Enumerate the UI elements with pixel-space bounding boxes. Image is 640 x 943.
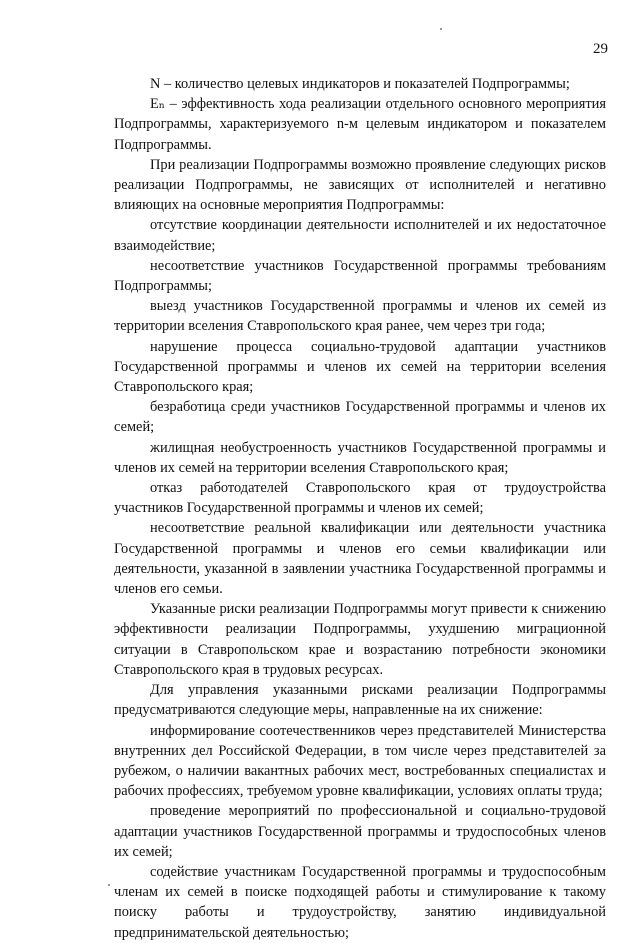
list-item-risk: отсутствие координации деятельности исполнителей и их недостаточное взаимодействие; [114, 217, 606, 254]
list-item-measure: содействие участникам Государственной программы и трудоспособным членам их семей в поиске подходящей работы и стимулирование к такому поиску работы и трудоустройству, занятию индивидуальной предпринимательской деятельностью; [114, 863, 606, 941]
scan-speck [440, 28, 442, 30]
list-item-risk: отказ работодателей Ставропольского края от трудоустройства участников Государственной программы и членов их семей; [114, 480, 606, 517]
paragraph-risk-consequences: Указанные риски реализации Подпрограммы могут привести к снижению эффективности реализации Подпрограммы, ухудшению миграционной ситуации в Ставропольском крае и возрастанию потребности экономики Ставропольского края в трудовых ресурсах. [114, 601, 606, 678]
list-item-risk: нарушение процесса социально-трудовой адаптации участников Государственной программы и членов их семей на территории вселения Ставропольского края; [114, 338, 606, 396]
document-body [114, 74, 606, 943]
list-item-risk: жилищная необустроенность участников Государственной программы и членов их семей на территории вселения Ставропольского края; [114, 439, 606, 476]
list-item-risk: несоответствие реальной квалификации или деятельности участника Государственной программы и членов его семьи квалификации или деятельности, указанной в заявлении участника Государственной программы и членов его семьи. [114, 520, 606, 598]
paragraph-measures-intro: Для управления указанными рисками реализации Подпрограммы предусматриваются следующие меры, направленные на их снижение: [114, 682, 606, 719]
paragraph-efficiency-definition: Eₙ – эффективность хода реализации отдельного основного мероприятия Подпрограммы, характеризуемого n-м целевым индикатором и показателем Подпрограммы. [114, 96, 606, 153]
list-item-measure: проведение мероприятий по профессиональной и социально-трудовой адаптации участников Государственной программы и трудоспособных членов их семей; [114, 803, 606, 860]
paragraph-risks-intro: При реализации Подпрограммы возможно проявление следующих рисков реализации Подпрограммы, не зависящих от исполнителей и негативно влияющих на основные мероприятия Подпрограммы: [114, 156, 606, 214]
list-item-risk: безработица среди участников Государственной программы и членов их семей; [114, 399, 606, 436]
list-item-risk: выезд участников Государственной программы и членов их семей из территории вселения Ставропольского края ранее, чем через три года; [114, 298, 606, 335]
list-item-measure: информирование соотечественников через представителей Министерства внутренних дел Российской Федерации, в том числе через представителей за рубежом, о наличии вакантных рабочих мест, востребованных специалистах и рабочих профессиях, требуемом уровне квалификации, условиях оплаты труда; [114, 722, 606, 800]
scan-speck [108, 884, 110, 886]
page-number: 29 [593, 41, 608, 57]
list-item-risk: несоответствие участников Государственной программы требованиям Подпрограммы; [114, 257, 606, 295]
paragraph-indicator-count: N – количество целевых индикаторов и показателей Подпрограммы; [150, 76, 570, 92]
